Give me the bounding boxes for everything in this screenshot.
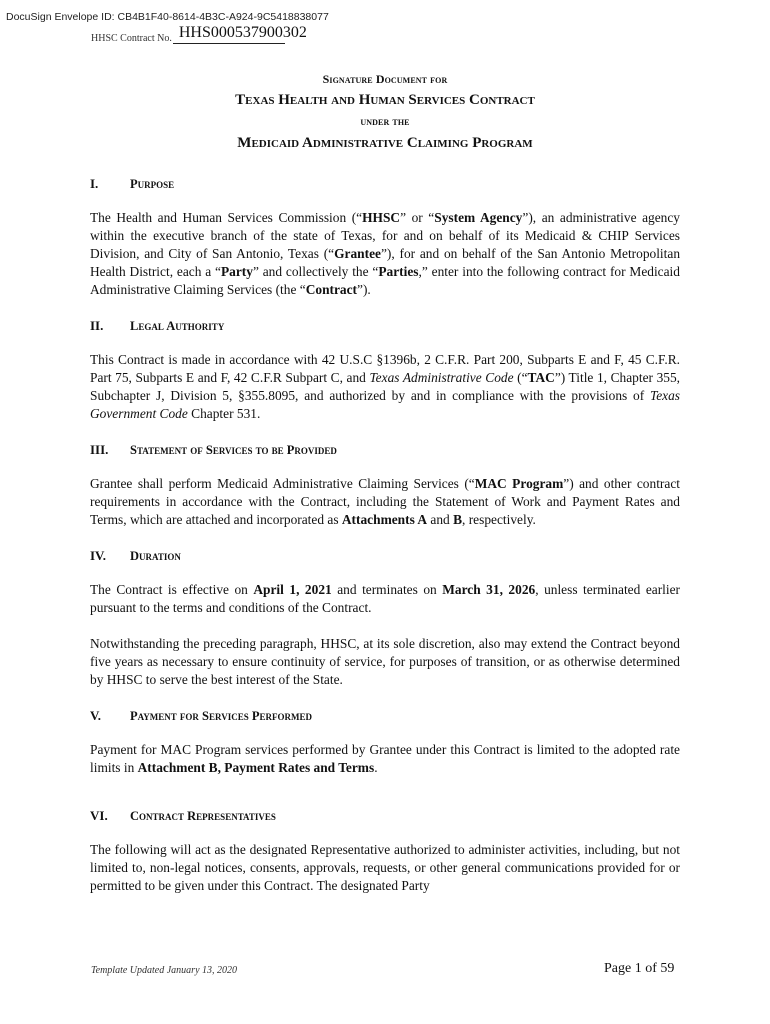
duration-paragraph: The Contract is effective on April 1, 2021 and terminates on March 31, 2026, unless terminated earlier pursuant to the terms and conditions of the Contract. [90, 582, 681, 615]
section-number: VI. [90, 808, 108, 823]
section-title: Legal Authority [130, 319, 225, 333]
section-heading-legal-authority [90, 317, 680, 335]
payment-paragraph: Payment for MAC Program services performed by Grantee under this Contract is limited to the adopted rate limits in Attachment B, Payment Rates and Terms. [90, 742, 680, 775]
contract-number-label: HHSC Contract No. [91, 33, 172, 44]
section-heading-representatives [90, 807, 680, 825]
template-date: Template Updated January 13, 2020 [91, 965, 238, 976]
section-number: II. [90, 318, 104, 333]
title-line-1: Signature Document for [322, 72, 448, 86]
title-line-3: under the [360, 114, 410, 128]
section-number: IV. [90, 548, 107, 563]
envelope-id: DocuSign Envelope ID: CB4B1F40-8614-4B3C-A924-9C5418838077 [6, 11, 329, 23]
section-heading-services [90, 441, 680, 459]
extension-paragraph: Notwithstanding the preceding paragraph, HHSC, at its sole discretion, also may extend the Contract beyond five years as necessary to ensure continuity of service, for purposes of transition, or as otherwise determined by HHSC to serve the best interest of the State. [90, 636, 680, 687]
section-title: Payment for Services Performed [130, 709, 312, 723]
document-body [90, 175, 680, 895]
legal-authority-paragraph: This Contract is made in accordance with 42 U.S.C §1396b, 2 C.F.R. Part 200, Subparts E and F, 45 C.F.R. Part 75, Subparts E and F, 42 C.F.R Subpart C, and Texas Administrative Code (“TAC”) Title 1, Chapter 355, Subchapter J, Division 5, §355.8095, and authorized by and in compliance with the provisions of Texas Government Code Chapter 531. [90, 352, 680, 421]
section-number: V. [90, 708, 101, 723]
section-title: Statement of Services to be Provided [130, 443, 337, 457]
title-line-4: Medicaid Administrative Claiming Program [237, 135, 533, 151]
section-title: Purpose [130, 177, 175, 191]
section-number: I. [90, 176, 99, 191]
contract-number-value: HHS000537900302 [178, 24, 307, 41]
page-number: Page 1 of 59 [604, 961, 675, 976]
section-heading-duration [90, 547, 680, 565]
services-paragraph: Grantee shall perform Medicaid Administrative Claiming Services (“MAC Program”) and other contract requirements in accordance with the Contract, including the Statement of Work and Payment Rates and Terms, which are attached and incorporated as Attachments A and B, respectively. [90, 476, 680, 527]
representatives-paragraph: The following will act as the designated Representative authorized to administer activities, including, but not limited to, non-legal notices, consents, approvals, requests, or other general communications provided for or permitted to be given under this Contract. The designated Party [90, 842, 680, 893]
purpose-paragraph: The Health and Human Services Commission (“HHSC” or “System Agency”), an administrative agency within the executive branch of the state of Texas, for and on behalf of its Medicaid & CHIP Services Division, and City of San Antonio, Texas (“Grantee”), for and on behalf of the San Antonio Metropolitan Health District, each a “Party” and collectively the “Parties,” enter into the following contract for Medicaid Administrative Claiming Services (the “Contract”). [90, 210, 681, 297]
section-title: Contract Representatives [130, 809, 276, 823]
section-title: Duration [130, 549, 181, 563]
section-number: III. [90, 442, 109, 457]
section-heading-payment [90, 707, 680, 725]
document-title [0, 70, 770, 154]
title-line-2: Texas Health and Human Services Contract [235, 92, 535, 108]
section-heading-purpose [90, 175, 680, 193]
contract-number [91, 24, 307, 44]
contract-number-line [173, 24, 307, 44]
